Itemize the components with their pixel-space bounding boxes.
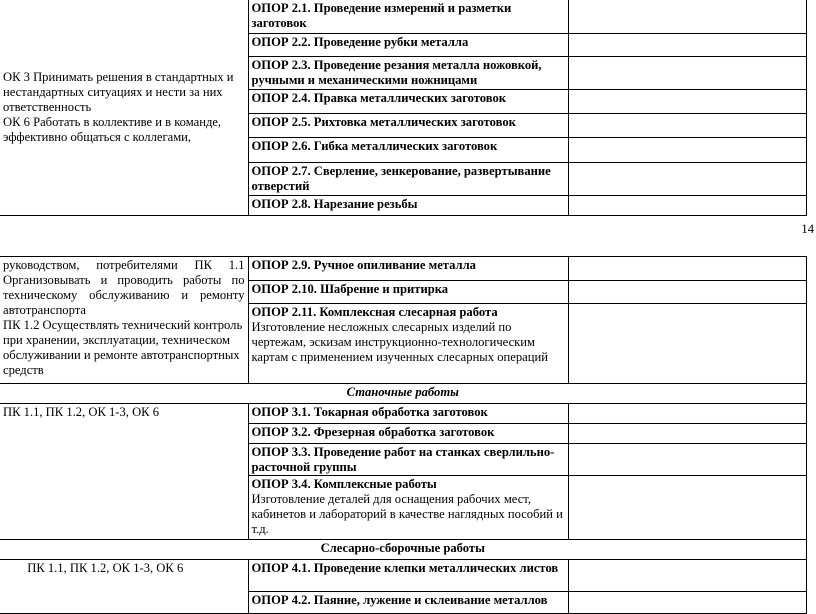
row-opor-2-2: ОПОР 2.2. Проведение рубки металла <box>248 34 568 57</box>
competency-table-top <box>0 0 807 216</box>
empty-cell <box>568 304 806 384</box>
empty-cell <box>568 257 806 281</box>
empty-cell <box>568 138 806 163</box>
row-opor-3-1: ОПОР 3.1. Токарная обработка заготовок <box>248 404 568 424</box>
empty-cell <box>568 0 806 34</box>
row-opor-2-11 <box>248 304 568 384</box>
page-number: 14 <box>801 222 814 236</box>
competency-ok3: ОК 3 Принимать решения в стандартных и нестандартных ситуациях и нести за них ответственность <box>3 70 234 114</box>
row-description: Изготовление несложных слесарных изделий по чертежам, эскизам инструкционно-технологическим картам с применением изученных слесарных операций <box>251 320 548 364</box>
empty-cell <box>568 34 806 57</box>
competency-table-bottom <box>0 256 807 614</box>
machine-competencies: ПК 1.1, ПК 1.2, ОК 1-3, ОК 6 <box>0 404 248 540</box>
empty-cell <box>568 424 806 444</box>
row-title: ОПОР 2.11. Комплексная слесарная работа <box>251 305 498 319</box>
row-opor-2-4: ОПОР 2.4. Правка металлических заготовок <box>248 90 568 114</box>
empty-cell <box>568 444 806 476</box>
competency-ok6: ОК 6 Работать в коллективе и в команде, эффективно общаться с коллегами, <box>3 115 222 144</box>
empty-cell <box>568 57 806 90</box>
empty-cell <box>568 404 806 424</box>
row-opor-2-3: ОПОР 2.3. Проведение резания металла ножовкой, ручными и механическими ножницами <box>248 57 568 90</box>
row-opor-2-9: ОПОР 2.9. Ручное опиливание металла <box>248 257 568 281</box>
empty-cell <box>568 163 806 196</box>
competencies-cell <box>0 0 248 216</box>
empty-cell <box>568 90 806 114</box>
section-machine-work: Станочные работы <box>0 384 806 404</box>
empty-cell <box>568 560 806 592</box>
competency-line: руководством, потребителями ПК 1.1 <box>3 258 245 272</box>
assembly-competencies: ПК 1.1, ПК 1.2, ОК 1-3, ОК 6 <box>0 560 248 614</box>
row-opor-2-10: ОПОР 2.10. Шабрение и притирка <box>248 281 568 304</box>
row-opor-4-2: ОПОР 4.2. Паяние, лужение и склеивание металлов <box>248 592 568 614</box>
competency-line: техническому обслуживанию и ремонту <box>3 288 245 302</box>
row-opor-2-7: ОПОР 2.7. Сверление, зенкерование, развертывание отверстий <box>248 163 568 196</box>
empty-cell <box>568 476 806 540</box>
row-title: ОПОР 3.4. Комплексные работы <box>251 477 437 491</box>
row-opor-2-1: ОПОР 2.1. Проведение измерений и разметки заготовок <box>248 0 568 34</box>
row-opor-2-8: ОПОР 2.8. Нарезание резьбы <box>248 196 568 216</box>
empty-cell <box>568 281 806 304</box>
competencies-cell-pk <box>0 257 248 384</box>
empty-cell <box>568 196 806 216</box>
empty-cell <box>568 592 806 614</box>
competency-pk12: автотранспорта ПК 1.2 Осуществлять технический контроль при хранении, эксплуатации, техническом обслуживании и ремонте автотранспортных средств <box>3 303 243 377</box>
row-opor-3-2: ОПОР 3.2. Фрезерная обработка заготовок <box>248 424 568 444</box>
row-opor-4-1: ОПОР 4.1. Проведение клепки металлических листов <box>248 560 568 592</box>
row-opor-3-3: ОПОР 3.3. Проведение работ на станках сверлильно-расточной группы <box>248 444 568 476</box>
competency-line: Организовывать и проводить работы по <box>3 273 245 287</box>
row-opor-3-4 <box>248 476 568 540</box>
row-description: Изготовление деталей для оснащения рабочих мест, кабинетов и лабораторий в качестве наглядных пособий и т.д. <box>251 492 563 536</box>
row-opor-2-6: ОПОР 2.6. Гибка металлических заготовок <box>248 138 568 163</box>
empty-cell <box>568 114 806 138</box>
row-opor-2-5: ОПОР 2.5. Рихтовка металлических заготовок <box>248 114 568 138</box>
section-assembly-work: Слесарно-сборочные работы <box>0 540 806 560</box>
